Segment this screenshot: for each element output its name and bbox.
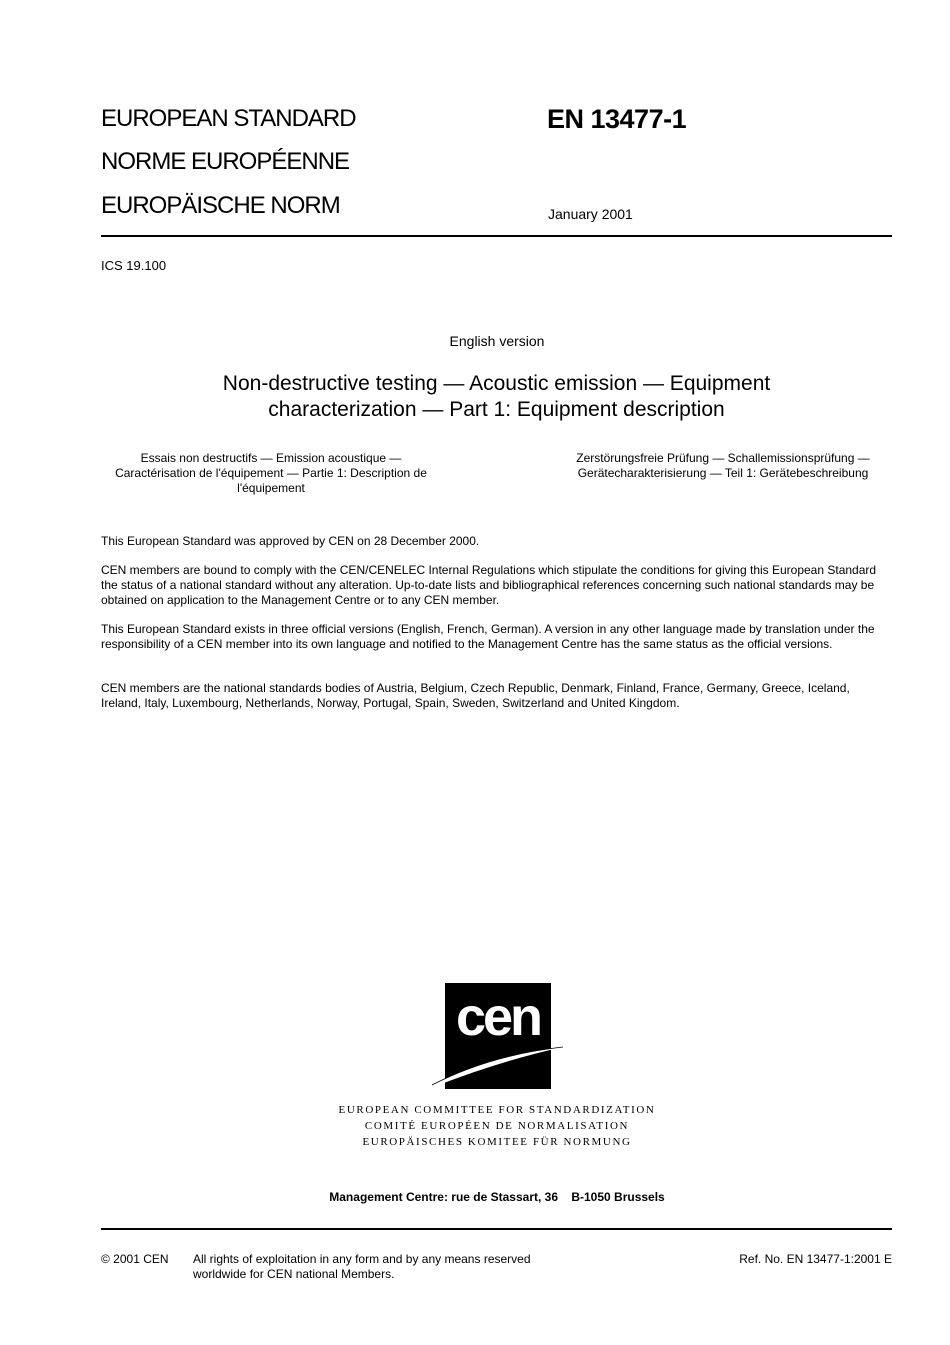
german-title-line1: Zerstörungsfreie Prüfung — Schallemissionsprüfung — [576, 451, 870, 465]
reference-number: Ref. No. EN 13477-1:2001 E [739, 1252, 892, 1266]
committee-de: EUROPÄISCHES KOMITEE FÜR NORMUNG [362, 1136, 632, 1148]
rights-line2: worldwide for CEN national Members. [193, 1267, 395, 1281]
french-title-line1: Essais non destructifs — Emission acoustique — [140, 451, 402, 465]
members-paragraph: CEN members are the national standards bodies of Austria, Belgium, Czech Republic, Denmark, Finland, France, Germany, Greece, Iceland, Ireland, Italy, Luxembourg, Netherlands, Norway, Portugal, Spain, Sweden, Switzerland and United Kingdom. [101, 681, 850, 710]
version-label: English version [449, 333, 545, 349]
cen-logo [430, 983, 565, 1089]
main-title [101, 371, 892, 423]
french-title [101, 451, 441, 496]
approval-paragraph: This European Standard was approved by CEN on 28 December 2000. [101, 534, 480, 548]
title-english: EUROPEAN STANDARD [101, 105, 356, 132]
main-title-line2: characterization — Part 1: Equipment description [268, 398, 725, 421]
committee-fr: COMITÉ EUROPÉEN DE NORMALISATION [364, 1120, 630, 1132]
compliance-paragraph: CEN members are bound to comply with the CEN/CENELEC Internal Regulations which stipulate the conditions for giving this European Standard the status of a national standard without any alteration. Up-to-date lists and bibliographical references concerning such national standards may be obtained on application to the Management Centre or to any CEN member. [101, 563, 877, 607]
german-title [553, 451, 893, 481]
copyright: © 2001 CEN [101, 1252, 169, 1266]
footer-rule [101, 1228, 892, 1230]
versions-paragraph: This European Standard exists in three official versions (English, French, German). A version in any other language made by translation under the responsibility of a CEN member into its own language and notified to the Management Centre has the same status as the official versions. [101, 622, 875, 651]
standard-number: EN 13477-1 [547, 104, 687, 134]
german-title-line2: Gerätecharakterisierung — Teil 1: Gerätebeschreibung [577, 466, 869, 480]
header-rule [101, 235, 892, 237]
french-title-line3: l'équipement [237, 481, 305, 495]
title-german: EUROPÄISCHE NORM [101, 192, 340, 219]
management-centre: Management Centre: rue de Stassart, 36 B-1050 Brussels [329, 1190, 665, 1204]
rights-line1: All rights of exploitation in any form and by any means reserved [193, 1252, 531, 1266]
committee-en: EUROPEAN COMMITTEE FOR STANDARDIZATION [338, 1104, 656, 1116]
main-title-line1: Non-destructive testing — Acoustic emission — Equipment [222, 372, 771, 395]
ics-code: ICS 19.100 [101, 258, 167, 273]
publication-date: January 2001 [548, 206, 633, 222]
french-title-line2: Caractérisation de l'équipement — Partie 1: Description de [115, 466, 427, 480]
rights-statement [193, 1252, 531, 1282]
title-french: NORME EUROPÉENNE [101, 148, 350, 175]
cen-logo-text: cen [455, 987, 541, 1047]
